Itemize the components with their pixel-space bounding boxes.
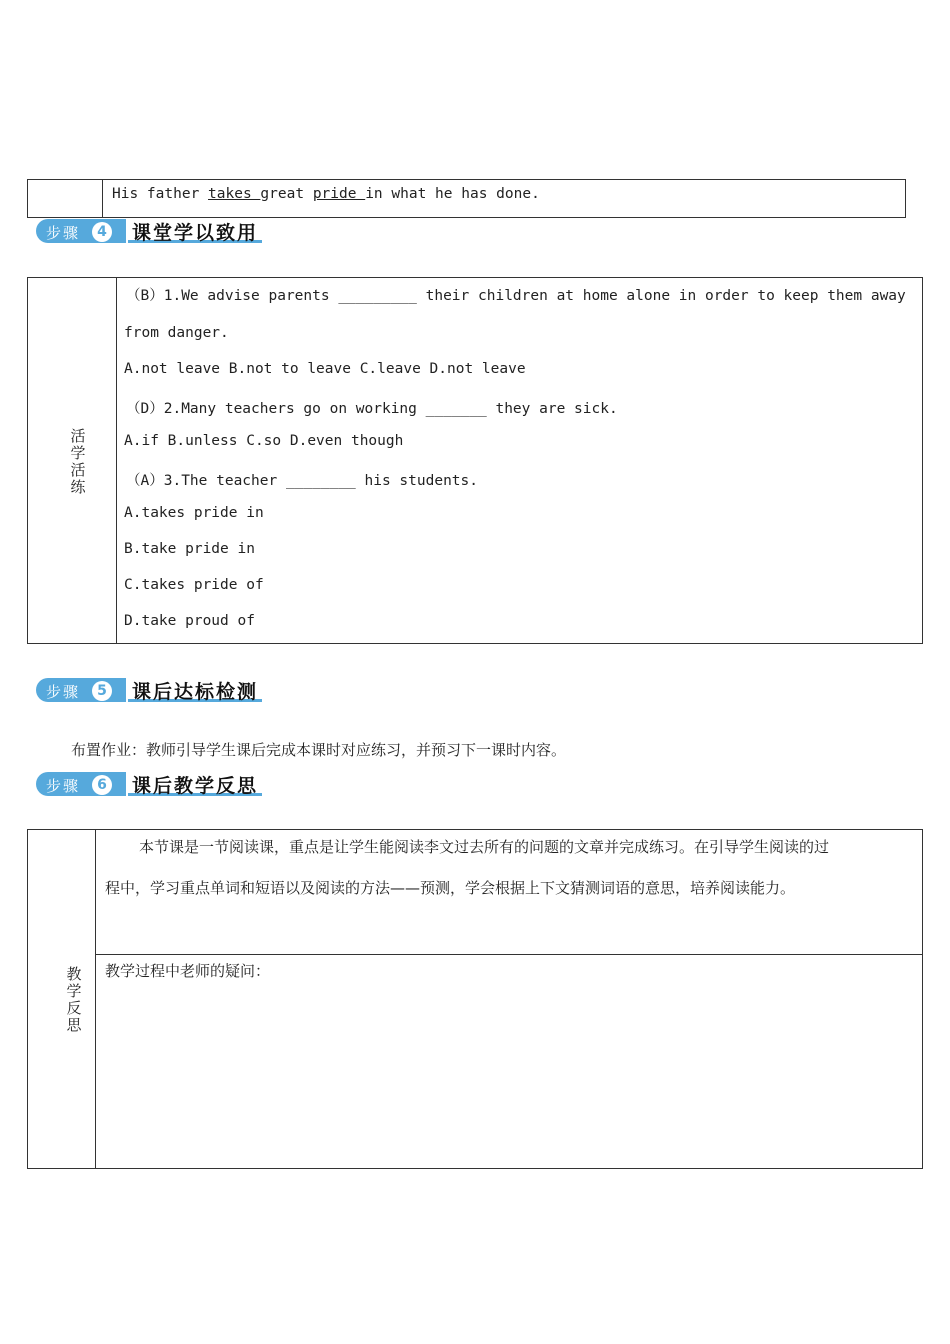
answer-blank-pride: pride bbox=[312, 186, 366, 202]
homework-text: 布置作业：教师引导学生课后完成本课时对应练习，并预习下一课时内容。 bbox=[71, 741, 567, 759]
practice-option-d: D.take proud of bbox=[124, 613, 255, 629]
step-badge: 步骤 4 bbox=[36, 219, 126, 243]
reflection-paragraph-2: 程中，学习重点单词和短语以及阅读的方法——预测，学会根据上下文猜测词语的意思，培养阅读能力。 bbox=[105, 879, 796, 897]
step-title: 课堂学以致用 bbox=[128, 218, 262, 243]
practice-line-2: from danger. bbox=[124, 325, 229, 341]
step-title: 课后教学反思 bbox=[128, 771, 262, 796]
teacher-question-label: 教学过程中老师的疑问： bbox=[105, 962, 271, 980]
step-number-icon: 5 bbox=[92, 681, 112, 701]
step-badge: 步骤 6 bbox=[36, 772, 126, 796]
practice-line-3: （D）2.Many teachers go on working _______ they are sick. bbox=[126, 401, 618, 417]
reflection-side-label: 教学反思 bbox=[66, 965, 82, 1034]
practice-options-2: A.if B.unless C.so D.even though bbox=[124, 433, 404, 449]
practice-options-1: A.not leave B.not to leave C.leave D.not leave bbox=[124, 361, 526, 377]
step5-header bbox=[36, 677, 276, 703]
step-title: 课后达标检测 bbox=[128, 677, 262, 702]
practice-option-c: C.takes pride of bbox=[124, 577, 264, 593]
practice-line-1: （B）1.We advise parents _________ their children at home alone in order to keep them away bbox=[126, 288, 906, 304]
practice-side-label: 活学活练 bbox=[70, 427, 86, 496]
practice-table bbox=[27, 277, 923, 644]
sentence-line: His father takes great pride in what he has done. bbox=[112, 186, 540, 202]
step6-header bbox=[36, 771, 276, 797]
answer-blank-takes: takes bbox=[208, 186, 261, 202]
step-number-icon: 6 bbox=[92, 775, 112, 795]
practice-option-a: A.takes pride in bbox=[124, 505, 264, 521]
step4-header bbox=[36, 218, 276, 244]
step-number-icon: 4 bbox=[92, 222, 112, 242]
reflection-paragraph-1: 本节课是一节阅读课，重点是让学生能阅读李文过去所有的问题的文章并完成练习。在引导学生阅读的过 bbox=[139, 838, 830, 856]
top-table bbox=[27, 179, 906, 218]
reflection-table bbox=[27, 829, 923, 1169]
practice-option-b: B.take pride in bbox=[124, 541, 255, 557]
step-badge: 步骤 5 bbox=[36, 678, 126, 702]
practice-line-4: （A）3.The teacher ________ his students. bbox=[126, 473, 479, 489]
